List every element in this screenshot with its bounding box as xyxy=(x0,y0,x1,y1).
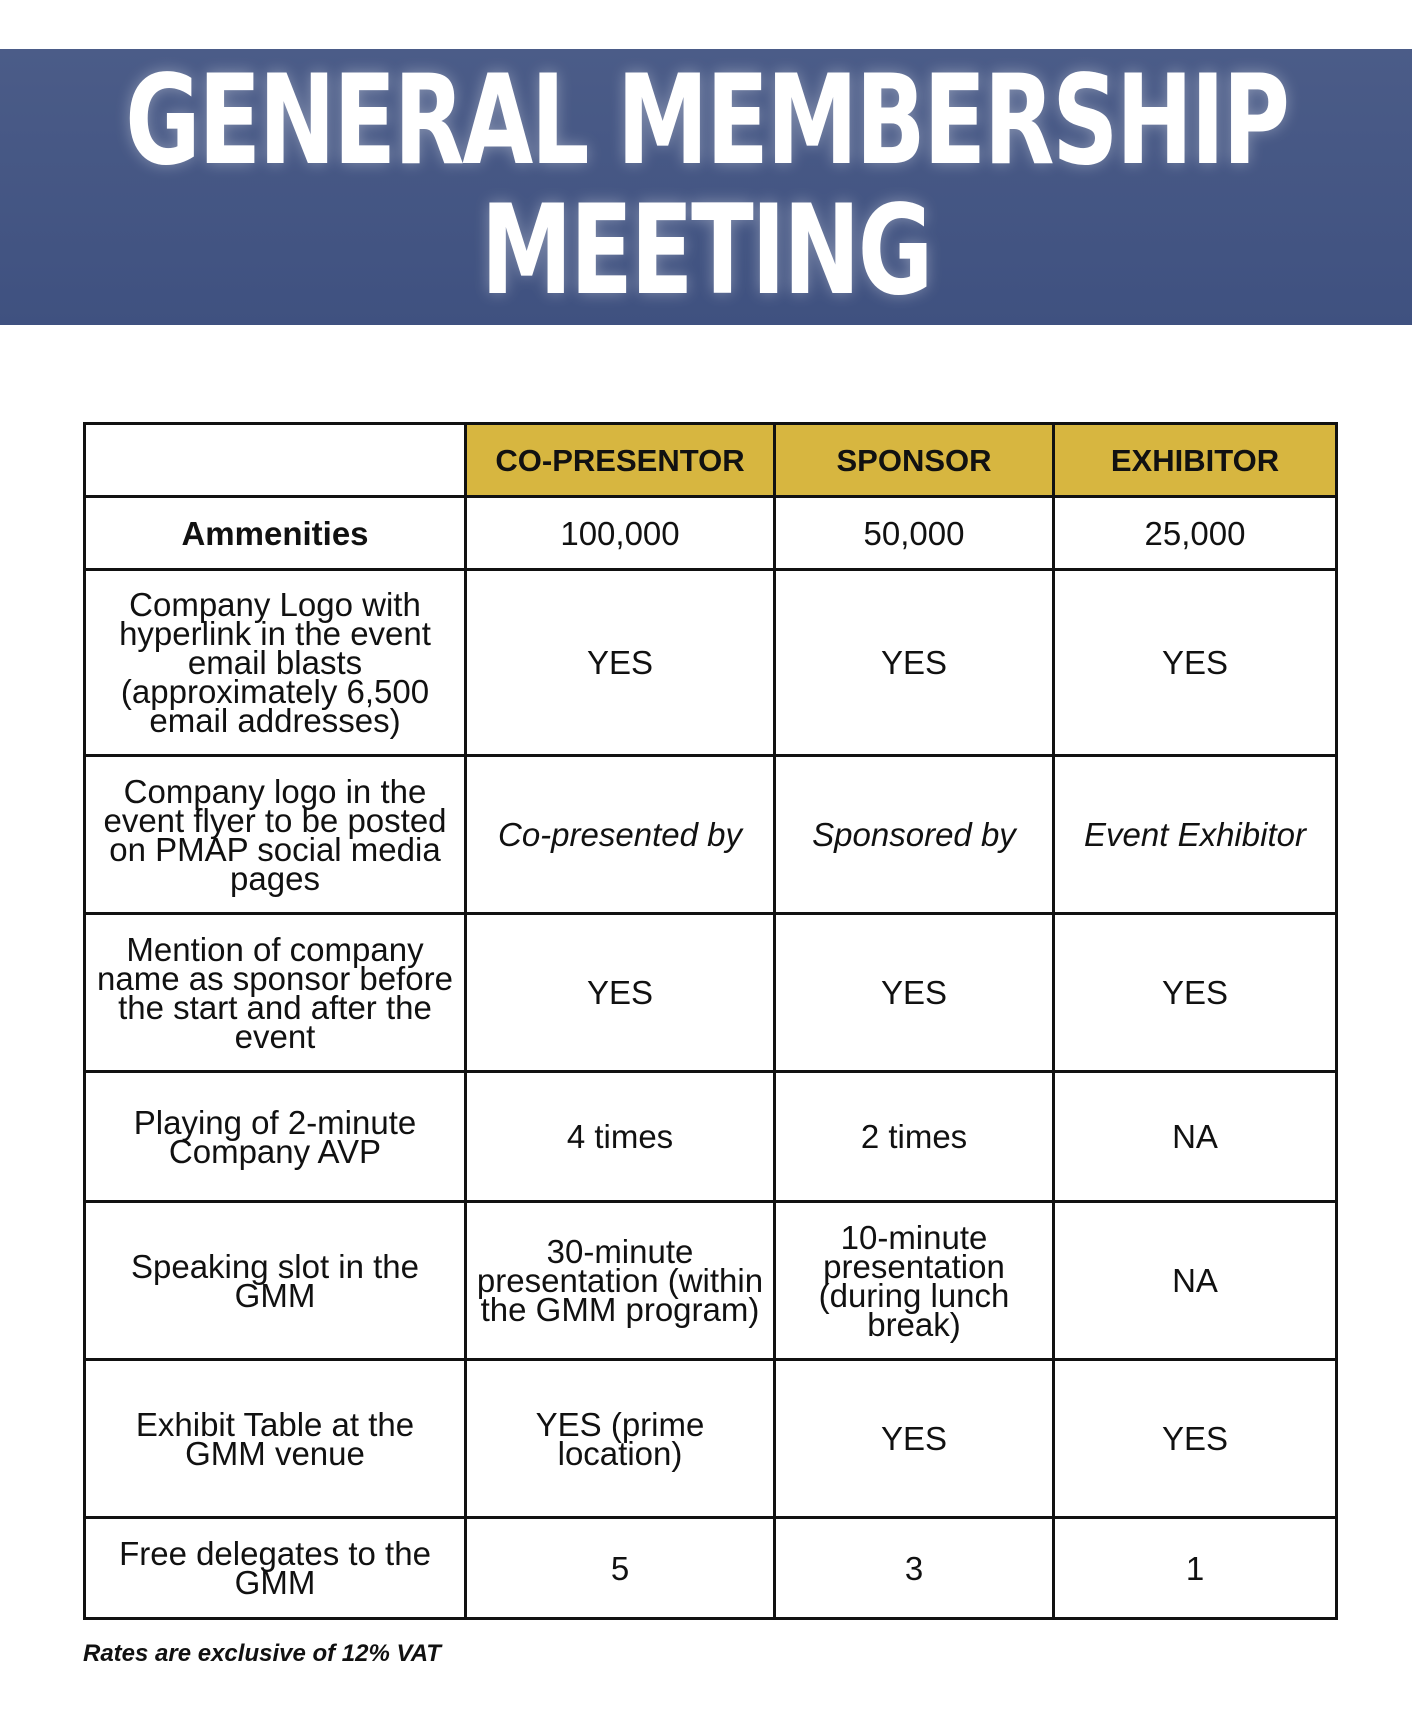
cell-exhibitor: 1 xyxy=(1054,1518,1337,1619)
cell-co-presentor: YES (prime location) xyxy=(466,1360,775,1518)
header-cell-sponsor: SPONSOR xyxy=(775,424,1054,497)
table-row xyxy=(85,570,1337,756)
header-row xyxy=(85,424,1337,497)
vat-footnote: Rates are exclusive of 12% VAT xyxy=(83,1640,441,1667)
cell-co-presentor: 30-minute presentation (within the GMM program) xyxy=(466,1202,775,1360)
header-cell-blank xyxy=(85,424,466,497)
row-label: Ammenities xyxy=(85,497,466,570)
row-label: Mention of company name as sponsor before the start and after the event xyxy=(85,914,466,1072)
header-cell-exhibitor: EXHIBITOR xyxy=(1054,424,1337,497)
table-row xyxy=(85,1072,1337,1202)
cell-sponsor: 2 times xyxy=(775,1072,1054,1202)
cell-sponsor: 3 xyxy=(775,1518,1054,1619)
cell-co-presentor: Co-presented by xyxy=(466,756,775,914)
row-label: Playing of 2-minute Company AVP xyxy=(85,1072,466,1202)
cell-exhibitor: YES xyxy=(1054,1360,1337,1518)
title-line-2: MEETING xyxy=(481,179,931,323)
table-row xyxy=(85,1360,1337,1518)
cell-sponsor: YES xyxy=(775,570,1054,756)
cell-sponsor: 50,000 xyxy=(775,497,1054,570)
cell-exhibitor: NA xyxy=(1054,1072,1337,1202)
title-line-1: GENERAL MEMBERSHIP xyxy=(124,49,1288,193)
cell-exhibitor: NA xyxy=(1054,1202,1337,1360)
cell-sponsor: 10-minute presentation (during lunch break) xyxy=(775,1202,1054,1360)
cell-co-presentor: 100,000 xyxy=(466,497,775,570)
cell-sponsor: YES xyxy=(775,1360,1054,1518)
cell-sponsor: YES xyxy=(775,914,1054,1072)
cell-co-presentor: 4 times xyxy=(466,1072,775,1202)
table-row xyxy=(85,914,1337,1072)
table-row xyxy=(85,1202,1337,1360)
cell-co-presentor: 5 xyxy=(466,1518,775,1619)
sponsorship-table xyxy=(83,422,1338,1620)
table-row xyxy=(85,1518,1337,1619)
row-label: Exhibit Table at the GMM venue xyxy=(85,1360,466,1518)
cell-sponsor: Sponsored by xyxy=(775,756,1054,914)
cell-exhibitor: YES xyxy=(1054,570,1337,756)
cell-co-presentor: YES xyxy=(466,570,775,756)
cell-co-presentor: YES xyxy=(466,914,775,1072)
header-banner xyxy=(0,49,1412,325)
cell-exhibitor: Event Exhibitor xyxy=(1054,756,1337,914)
cell-exhibitor: YES xyxy=(1054,914,1337,1072)
page-title xyxy=(0,49,1412,325)
table-row xyxy=(85,756,1337,914)
row-label: Free delegates to the GMM xyxy=(85,1518,466,1619)
table-row xyxy=(85,497,1337,570)
header-cell-co-presentor: CO-PRESENTOR xyxy=(466,424,775,497)
cell-exhibitor: 25,000 xyxy=(1054,497,1337,570)
row-label: Company logo in the event flyer to be posted on PMAP social media pages xyxy=(85,756,466,914)
row-label: Speaking slot in the GMM xyxy=(85,1202,466,1360)
row-label: Company Logo with hyperlink in the event email blasts (approximately 6,500 email addresses) xyxy=(85,570,466,756)
